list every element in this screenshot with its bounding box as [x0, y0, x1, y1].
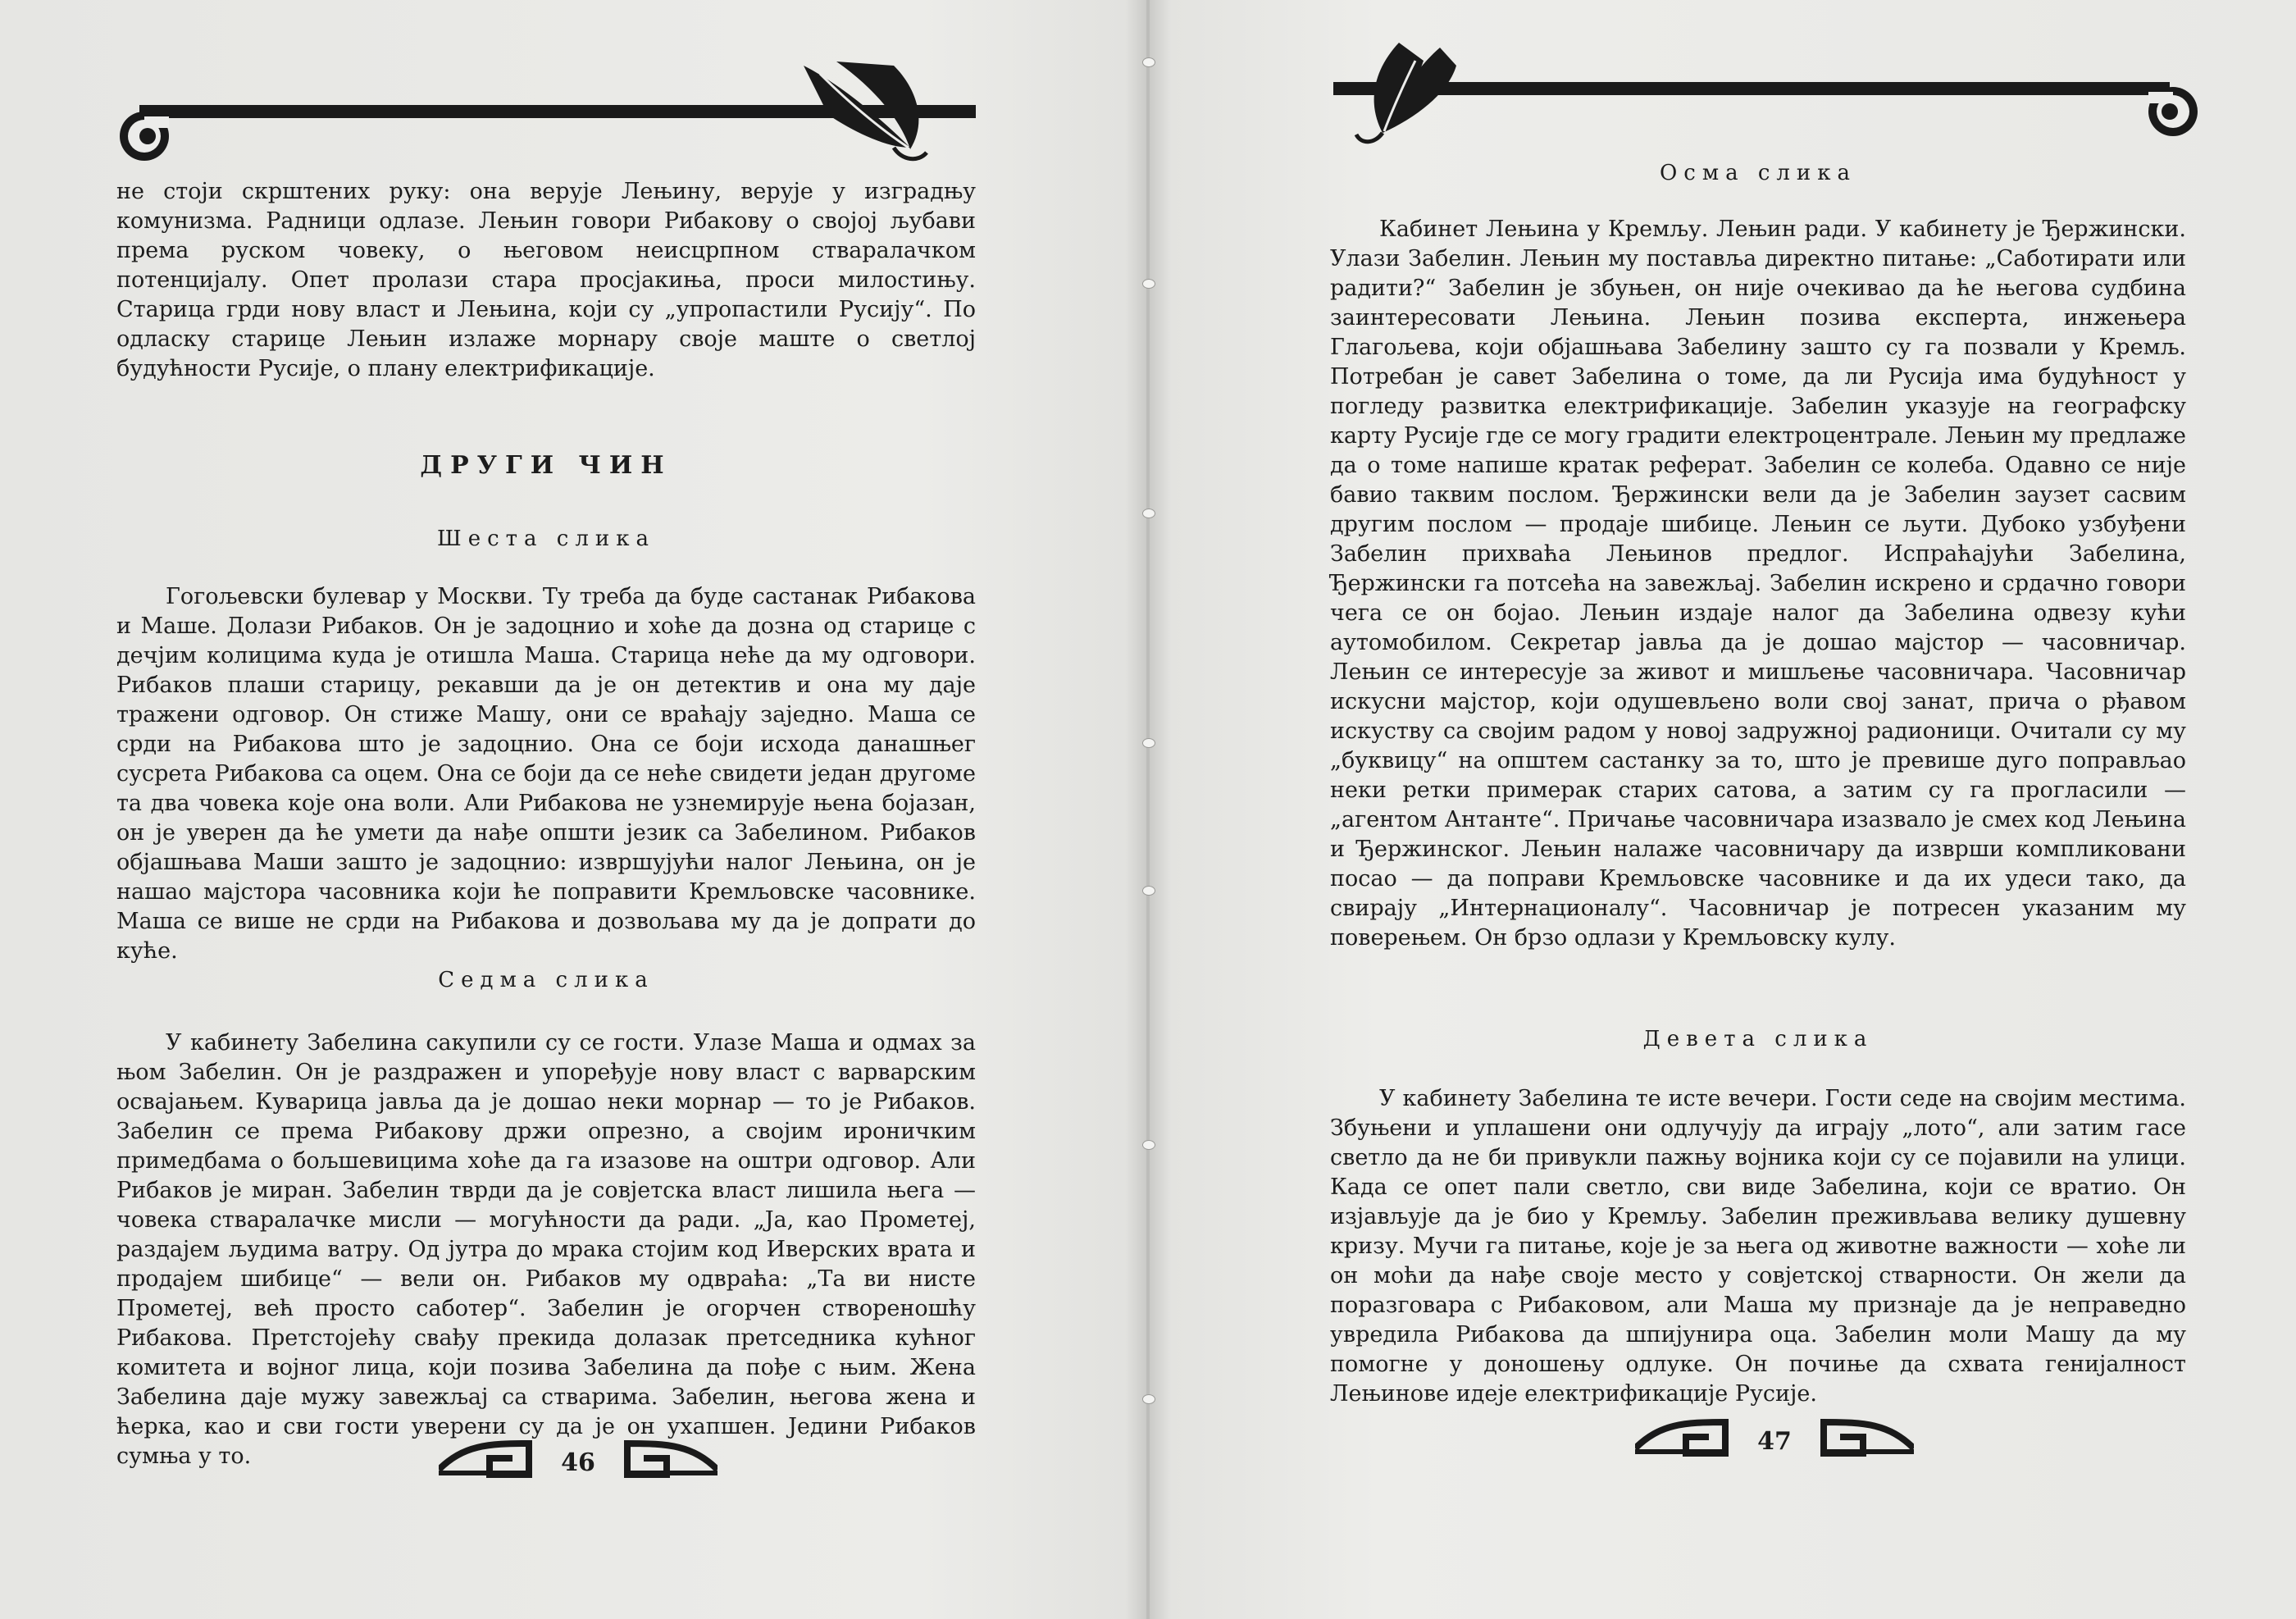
scene6-heading: Шеста слика [437, 527, 655, 551]
right-page [1148, 0, 2296, 1619]
scene8-paragraph: Кабинет Лењина у Кремљу. Лењин ради. У кабинету је Ђержински. Улази Забелин. Лењин му поставља директно питање: „Саботирати или радити?“ Забелин је збуњен, он није очекивао да ће његова судбина заинтересовати Лењина. Лењин позива експерта, инжењера Глагољева, који објашњава Забелину зашто су га позвали у Кремљ. Потребан је савет Забелина о томе, да ли Русија има будућност у погледу развитка електрификације. Забелин указује на географску карту Русије где се могу градити електроцентрале. Лењин му предлаже да о томе напише кратак реферат. Забелин се колеба. Одавно се није бавио таквим послом. Ђержински вели да је Забелин заузет сасвим другим послом — продаје шибице. Лењин се љути. Дубоко узбуђени Забелин прихваћа Лењинов предлог. Испраћајући Забелина, Ђержински га потсећа на завежљај. Забелин искрено и срдачно говори чега се он бојао. Лењин издаје налог да Забелина одвезу кући аутомобилом. Секретар јавља да је дошао мајстор — часовничар. Лењин се интересује за живот и мишљење часовничара. Часовничар искусни мајстор, који одушевљено воли свој занат, прича о рђавом искуству са својим радом у новој задружној радионици. Очитали су му „буквицу“ на општем састанку за то, што је превише дуго поправљао неки ретки примерак старих сатова, а затим су га прогласили — „агентом Антанте“. Причање часовничара изазвало је смех код Лењина и Ђержинског. Лењин налаже часовничару да изврши компликовани посао — да поправи Кремљовске часовнике и да их удеси тако, да свирају „Интернационалу“. Часовничар је потресен указаним му поверењем. Он брзо одлази у Кремљовску кулу. [1330, 217, 2186, 951]
scene9-paragraph: У кабинету Забелина те исте вечери. Гости седе на својим местима. Збуњени и уплашени они одлучују да играју „лото“, али затим гасе светло да не би привукли пажњу војника који су се појавили на улици. Када се опет пали светло, сви виде Забелина, који се вратио. Он изјављује да је био у Кремљу. Забелин преживљава велику душевну кризу. Мучи га питање, које је за њега од животне важности — хоће ли он моћи да нађе своје место у совјетској стварности. Он жели да поразговара с Рибаковом, али Маша му признаје да је неправедно увредила Рибакова да шпијунира оца. Забелин моли Машу да му помогне у доношењу одлуке. Он почиње да схвата генијалност Лењинове идеје електрификације Русије. [1330, 1086, 2186, 1407]
scene7-text-block [116, 1028, 976, 1471]
scene9-text-block [1330, 1084, 2186, 1409]
scene8-heading: Осма слика [1659, 161, 1857, 185]
scene9-heading: Девета слика [1642, 1027, 1874, 1051]
scene7-paragraph: У кабинету Забелина сакупили су се гости. Улазе Маша и одмах за њом Забелин. Он је раздражен и упоређује нову власт с варварским освајањем. Куварица јавља да је дошао неки морнар — то је Рибаков. Забелин се према Рибакову држи опрезно, а својим ироничким примедбама о бољшевицима хоће да га изазове на оштри одговор. Али Рибаков је миран. Забелин тврди да је совјетска власт лишила њега — човека стваралачке мисли — могућности да ради. „Ја, као Прометеј, раздајем људима ватру. Од јутра до мрака стојим код Иверских врата и продајем шибице“ — вели он. Рибаков му одвраћа: „Та ви нисте Прометеј, већ просто саботер“. Забелин је огорчен створеношћу Рибакова. Претстојећу свађу прекида долазак претседника кућног комитета и војног лица, који позива Забелина да пође с њим. Жена Забелина даје мужу завежљај са стварима. Забелин, његова жена и ћерка, као и сви гости уверени су да је он ухапшен. Једини Рибаков сумња у то. [116, 1030, 976, 1469]
intro-paragraph-text: не стоји скрштених руку: она верује Лењину, верује у изградњу комунизма. Радници одлазе. Лењин говори Рибакову о својој љубави према руском човеку, о његовом неисцрпном стваралачком потенцијалу. Опет пролази стара просјакиња, проси милостињу. Старица грди нову власт и Лењина, који су „упропастили Русију“. По одласку старице Лењин излаже морнару своје маште о светлој будућности Русије, о плану електрификације. [116, 179, 976, 381]
page-footer-left [439, 1437, 718, 1486]
scene6-text-block [116, 582, 976, 966]
scene7-heading: Седма слика [438, 968, 654, 992]
page-number-47: 47 [1757, 1427, 1792, 1456]
act-heading: ДРУГИ ЧИН [420, 451, 672, 480]
leaf-scroll-ornament-icon [1333, 36, 2203, 151]
page-number-46: 46 [561, 1448, 595, 1477]
scene8-text-block [1330, 215, 2186, 953]
scene6-paragraph: Гогољевски булевар у Москви. Ту треба да буде састанак Рибакова и Маше. Долази Рибаков. Он је задоцнио и хоће да дозна од старице с дечјим колицима куда је отишла Маша. Старица неће да му одговори. Рибаков плаши старицу, рекавши да је он детектив и она му даје тражени одговор. Он стиже Машу, они се враћају заједно. Маша се срди на Рибакова што је задоцнио. Она се боји исхода данашњег сусрета Рибакова са оцем. Она се боји да се неће свидети један другоме та два човека које она воли. Али Рибакова не узнемирује њена бојазан, он је уверен да ће умети да нађе општи језик са Забелином. Рибаков објашњава Маши зашто је задоцнио: извршујући налог Лењина, он је нашао мајстора часовника који ће поправити Кремљовске часовнике. Маша се више не срди на Рибакова и дозвољава му да је допрати до куће. [116, 584, 976, 964]
leaf-scroll-ornament-icon [115, 57, 984, 164]
intro-paragraph [116, 177, 976, 384]
page-footer-right [1635, 1416, 1914, 1465]
